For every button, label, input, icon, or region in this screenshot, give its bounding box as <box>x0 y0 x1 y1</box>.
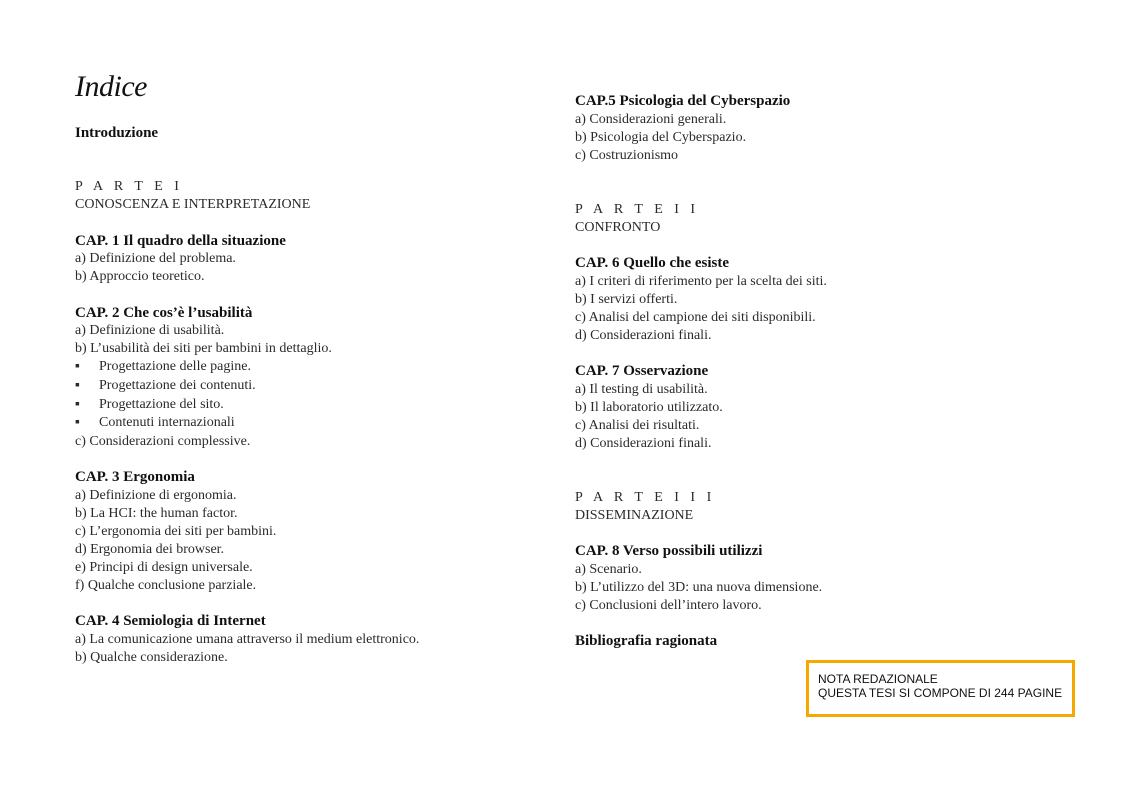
cap8-item: a) Scenario. <box>575 562 642 577</box>
cap7-item: a) Il testing di usabilità. <box>575 382 708 397</box>
page-title: Indice <box>75 70 147 103</box>
bibliografia-heading: Bibliografia ragionata <box>575 633 718 649</box>
cap4-heading: CAP. 4 Semiologia di Internet <box>75 613 266 629</box>
cap2-bullet: ▪ Progettazione del sito. <box>75 396 224 414</box>
part3-label: P A R T E I I I <box>575 490 716 505</box>
cap3-item: d) Ergonomia dei browser. <box>75 542 225 557</box>
cap8-item: c) Conclusioni dell’intero lavoro. <box>575 598 762 613</box>
note-text: QUESTA TESI SI COMPONE DI 244 PAGINE <box>818 686 1063 700</box>
cap8-item: b) L’utilizzo del 3D: una nuova dimensione. <box>575 580 823 595</box>
part3-title: DISSEMINAZIONE <box>575 508 694 523</box>
part1-title: CONOSCENZA E INTERPRETAZIONE <box>75 197 311 212</box>
cap2-item: c) Considerazioni complessive. <box>75 434 251 449</box>
cap1-item: a) Definizione del problema. <box>75 251 236 266</box>
cap3-heading: CAP. 3 Ergonomia <box>75 469 195 485</box>
cap7-heading: CAP. 7 Osservazione <box>575 363 709 379</box>
editorial-note-box <box>806 660 1075 717</box>
cap1-item: b) Approccio teoretico. <box>75 269 205 284</box>
cap7-item: d) Considerazioni finali. <box>575 436 712 451</box>
cap5-item: c) Costruzionismo <box>575 148 679 163</box>
cap2-bullet: ▪ Progettazione delle pagine. <box>75 358 251 376</box>
cap2-item: a) Definizione di usabilità. <box>75 323 225 338</box>
cap2-bullet: ▪ Contenuti internazionali <box>75 414 235 432</box>
cap3-item: c) L’ergonomia dei siti per bambini. <box>75 524 277 539</box>
note-title: NOTA REDAZIONALE <box>818 672 938 686</box>
cap3-item: a) Definizione di ergonomia. <box>75 488 237 503</box>
cap3-item: f) Qualche conclusione parziale. <box>75 578 257 593</box>
cap8-heading: CAP. 8 Verso possibili utilizzi <box>575 543 763 559</box>
cap2-item: b) L’usabilità dei siti per bambini in dettaglio. <box>75 341 332 356</box>
cap6-item: c) Analisi del campione dei siti disponibili. <box>575 310 816 325</box>
cap4-item: a) La comunicazione umana attraverso il medium elettronico. <box>75 632 420 647</box>
cap5-item: a) Considerazioni generali. <box>575 112 727 127</box>
cap6-item: b) I servizi offerti. <box>575 292 678 307</box>
part2-title: CONFRONTO <box>575 220 661 235</box>
cap6-item: d) Considerazioni finali. <box>575 328 712 343</box>
cap5-item: b) Psicologia del Cyberspazio. <box>575 130 747 145</box>
cap7-item: b) Il laboratorio utilizzato. <box>575 400 723 415</box>
cap4-item: b) Qualche considerazione. <box>75 650 228 665</box>
cap6-item: a) I criteri di riferimento per la scelta dei siti. <box>575 274 827 289</box>
cap5-heading: CAP.5 Psicologia del Cyberspazio <box>575 93 791 109</box>
cap7-item: c) Analisi dei risultati. <box>575 418 700 433</box>
part2-label: P A R T E I I <box>575 202 700 217</box>
cap6-heading: CAP. 6 Quello che esiste <box>575 255 730 271</box>
cap2-bullet: ▪ Progettazione dei contenuti. <box>75 377 256 395</box>
cap1-heading: CAP. 1 Il quadro della situazione <box>75 233 286 249</box>
cap3-item: e) Principi di design universale. <box>75 560 253 575</box>
part1-label: P A R T E I <box>75 179 183 194</box>
cap3-item: b) La HCI: the human factor. <box>75 506 238 521</box>
cap2-heading: CAP. 2 Che cos’è l’usabilità <box>75 305 253 321</box>
intro-heading: Introduzione <box>75 125 159 141</box>
